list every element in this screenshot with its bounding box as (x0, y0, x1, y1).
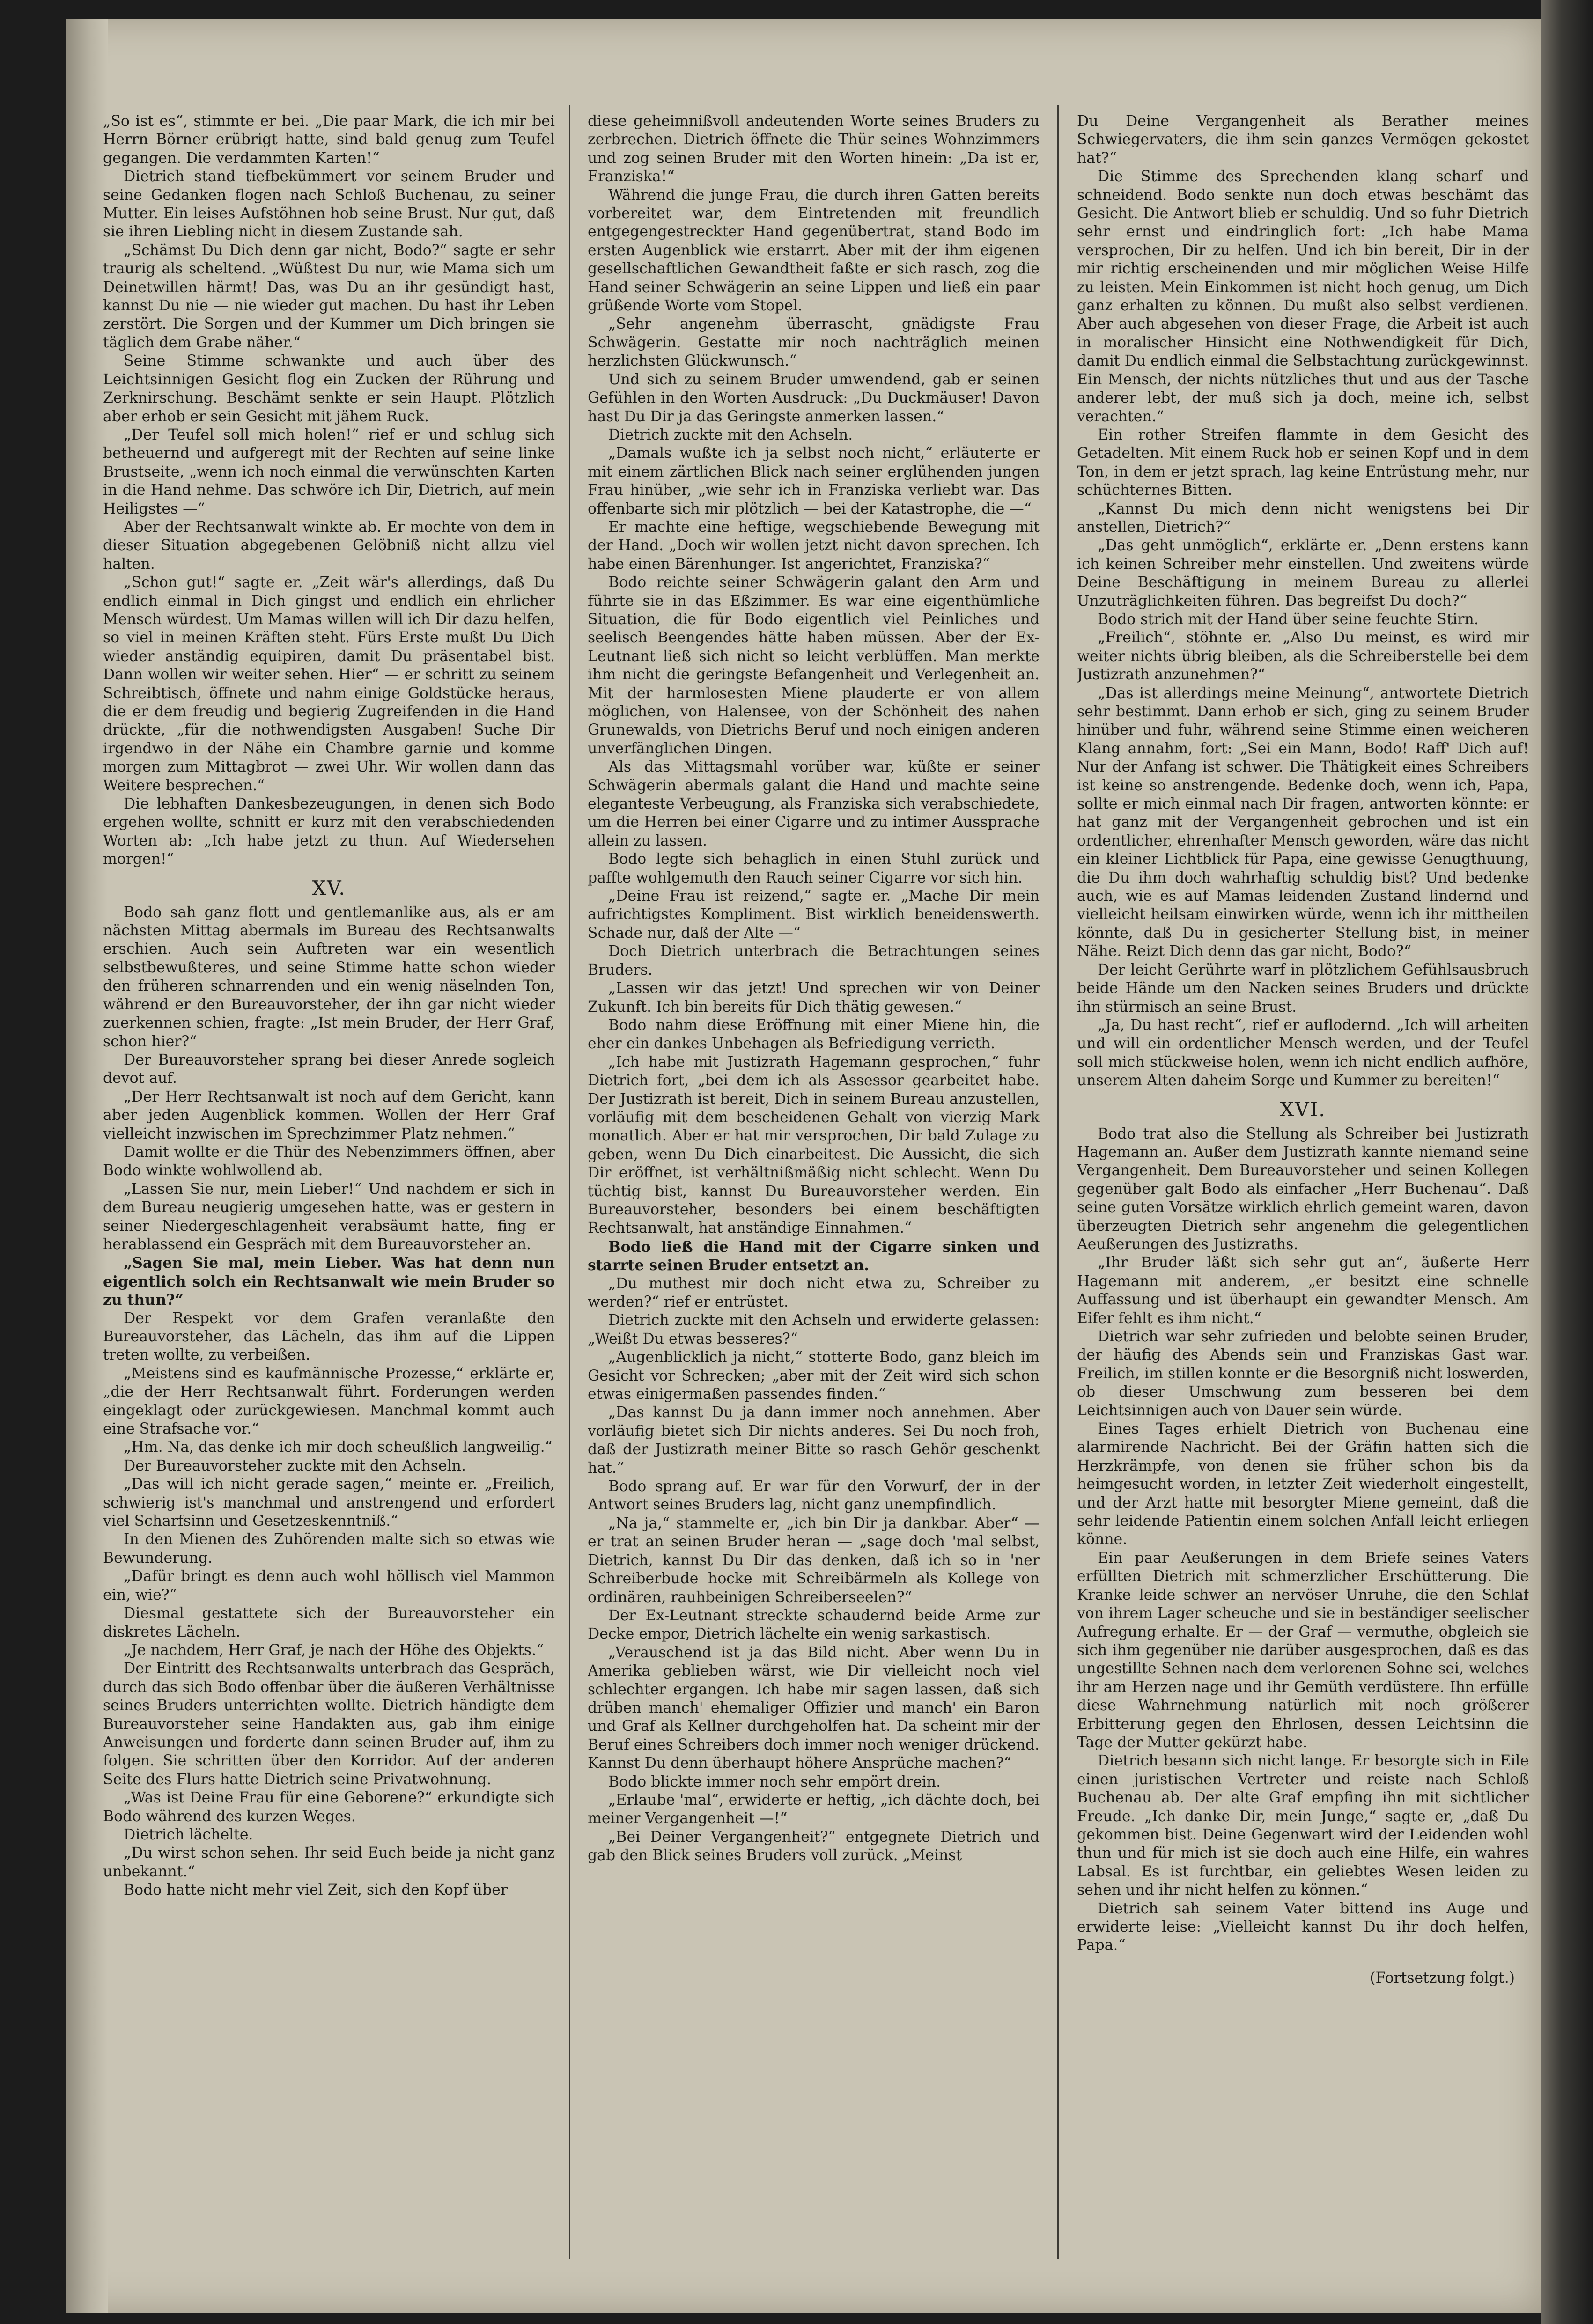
paragraph: „Das ist allerdings meine Meinung“, antwortete Dietrich sehr bestimmt. Dann erhob er sich, ging zu seinem Bruder hinüber und fuhr, während seine Stimme einen weicheren Klang annahm, fort: „Sei ein Mann, Bodo! Raff' Dich auf! Nur der Anfang ist schwer. Die Thätigkeit eines Schreibers ist keine so anstrengende. Bedenke doch, wenn ich, Papa, sollte er mich einmal nach Dir fragen, antworten könnte: er hat ganz mit der Vergangenheit gebrochen und ist ein ordentlicher, ehrenhafter Mensch geworden, wäre das nicht ein kleiner Lichtblick für Papa, eine gewisse Genugthuung, die Du ihm doch wahrhaftig schuldig bist? Und bedenke auch, wie es auf Mamas leidenden Zustand lindernd und vielleicht heilsam einwirken würde, wenn ich ihr mittheilen könnte, daß Du in gesicherter Stellung bist, in meiner Nähe. Reizt Dich denn das gar nicht, Bodo?“ (1077, 684, 1529, 960)
chapter-heading: XVI. (1280, 1097, 1326, 1121)
paragraph: „Sehr angenehm überrascht, gnädigste Frau Schwägerin. Gestatte mir noch nachträglich meinen herzlichsten Glückwunsch.“ (588, 316, 1040, 370)
paragraph: Er machte eine heftige, wegschiebende Bewegung mit der Hand. „Doch wir wollen jetzt nicht davon sprechen. Ich habe einen Bärenhunger. Ist angerichtet, Franziska?“ (588, 518, 1040, 573)
paragraph: „Meistens sind es kaufmännische Prozesse,“ erklärte er, „die der Herr Rechtsanwalt führt. Forderungen werden eingeklagt oder zurückgewiesen. Manchmal kommt auch eine Strafsache vor.“ (103, 1365, 555, 1438)
paragraph: Bodo legte sich behaglich in einen Stuhl zurück und paffte wohlgemuth den Rauch seiner Cigarre vor sich hin. (588, 851, 1040, 886)
paragraph: Seine Stimme schwankte und auch über des Leichtsinnigen Gesicht flog ein Zucken der Rührung und Zerknirschung. Beschämt senkte er sein Haupt. Plötzlich aber erhob er sein Gesicht mit jähem Ruck. (103, 353, 555, 425)
paragraph: „Ihr Bruder läßt sich sehr gut an“, äußerte Herr Hagemann mit anderem, „er besitzt eine schnelle Auffassung und ist überhaupt ein gewandter Mensch. Am Eifer fehlt es ihm nicht.“ (1077, 1254, 1529, 1327)
paragraph: Dietrich war sehr zufrieden und belobte seinen Bruder, der häufig des Abends sein und Franziskas Gast war. Freilich, im stillen konnte er die Besorgniß nicht loswerden, ob dieser Umschwung zum besseren bei dem Leichtsinnigen auch von Dauer sein würde. (1077, 1328, 1529, 1419)
chapter-heading: XV. (312, 876, 346, 899)
paragraph: Diesmal gestattete sich der Bureauvorsteher ein diskretes Lächeln. (103, 1605, 555, 1640)
column-rule-right (1057, 105, 1059, 2259)
paragraph: „So ist es“, stimmte er bei. „Die paar Mark, die ich mir bei Herrn Börner erübrigt hatte, sind bald genug zum Teufel gegangen. Die verdammten Karten!“ (103, 113, 555, 167)
paragraph: „Hm. Na, das denke ich mir doch scheußlich langweilig.“ (124, 1439, 553, 1456)
paragraph: Damit wollte er die Thür des Nebenzimmers öffnen, aber Bodo winkte wohlwollend ab. (103, 1143, 555, 1179)
paragraph: Ein rother Streifen flammte in dem Gesicht des Getadelten. Mit einem Ruck hob er seinen Kopf und in dem Ton, in dem er jetzt sprach, lag keine Entrüstung mehr, nur schüchternes Bitten. (1077, 426, 1529, 499)
paragraph: „Dafür bringt es denn auch wohl höllisch viel Mammon ein, wie?“ (103, 1568, 555, 1603)
paragraph: Während die junge Frau, die durch ihren Gatten bereits vorbereitet war, dem Eintretenden mit freundlich entgegengestreckter Hand gegenübertrat, stand Bodo im ersten Augenblick wie erstarrt. Aber mit der ihm eigenen gesellschaftlichen Gewandtheit faßte er sich rasch, zog die Hand seiner Schwägerin an seine Lippen und ließ ein paar grüßende Worte vom Stopel. (588, 186, 1040, 315)
column-middle (588, 112, 1040, 2247)
paragraph: Bodo sah ganz flott und gentlemanlike aus, als er am nächsten Mittag abermals im Bureau des Rechtsanwalts erschien. Auch sein Auftreten war ein wesentlich selbstbewußteres, und seine Stimme hatte schon wieder den früheren schnarrenden und ein wenig näselnden Ton, während er den Bureauvorsteher, der ihn gar nicht wieder zuerkennen schien, fragte: „Ist mein Bruder, der Herr Graf, schon hier?“ (103, 904, 555, 1050)
column-right (1077, 112, 1529, 2247)
paragraph: „Lassen wir das jetzt! Und sprechen wir von Deiner Zukunft. Ich bin bereits für Dich thätig gewesen.“ (588, 980, 1040, 1015)
paragraph: Dietrich zuckte mit den Achseln. (608, 426, 853, 443)
paragraph: „Ja, Du hast recht“, rief er auflodernd. „Ich will arbeiten und will ein ordentlicher Mensch werden, und der Teufel soll mich stückweise holen, wenn ich nicht endlich aufhöre, unserem Alten daheim Sorge und Kummer zu bereiten!“ (1077, 1016, 1529, 1089)
paragraph: „Verauschend ist ja das Bild nicht. Aber wenn Du in Amerika geblieben wärst, wie Dir vielleicht noch viel schlechter ergangen. Ich habe mir sagen lassen, daß sich drüben manch' ehemaliger Offizier und manch' ein Baron und Graf als Kellner durchgeholfen hat. Da scheint mir der Beruf eines Schreibers doch immer noch weniger drückend. Kannst Du denn überhaupt höhere Ansprüche machen?“ (588, 1644, 1040, 1772)
paragraph: „Augenblicklich ja nicht,“ stotterte Bodo, ganz bleich im Gesicht vor Schrecken; „aber mit der Zeit wird sich schon etwas einigermaßen passendes finden.“ (588, 1349, 1040, 1403)
paragraph: „Na ja,“ stammelte er, „ich bin Dir ja dankbar. Aber“ — er trat an seinen Bruder heran — „sage doch 'mal selbst, Dietrich, kannst Du Dir das denken, daß ich so in 'ner Schreiberbude hocke mit Schreibärmeln als Kollege von ordinären, rauhbeinigen Schreiberseelen?“ (588, 1515, 1040, 1606)
paragraph: „Du wirst schon sehen. Ihr seid Euch beide ja nicht ganz unbekannt.“ (103, 1845, 555, 1880)
paragraph: Dietrich lächelte. (124, 1826, 253, 1843)
paragraph: Bodo reichte seiner Schwägerin galant den Arm und führte sie in das Eßzimmer. Es war eine eigenthümliche Situation, die für Bodo eigentlich viel Peinliches und seelisch Beengendes hätte haben müssen. Aber der Ex-Leutnant ließ sich nicht so leicht verblüffen. Man merkte ihm nicht die geringste Befangenheit und Verlegenheit an. Mit der harmlosesten Miene plauderte er von allem möglichen, von Halensee, von der Schönheit des nahen Grunewalds, von Dietrichs Beruf und noch einigen anderen unverfänglichen Dingen. (588, 574, 1040, 757)
paragraph: „Das kannst Du ja dann immer noch annehmen. Aber vorläufig bietet sich Dir nichts anderes. Sei Du noch froh, daß der Justizrath meiner Bitte so rasch Gehör geschenkt hat.“ (588, 1404, 1040, 1477)
paragraph: Bodo nahm diese Eröffnung mit einer Miene hin, die eher ein dankes Unbehagen als Befriedigung verrieth. (588, 1016, 1040, 1052)
column-rule-left (569, 105, 570, 2259)
paragraph: „Je nachdem, Herr Graf, je nach der Höhe des Objekts.“ (124, 1641, 544, 1659)
paragraph: „Der Teufel soll mich holen!“ rief er und schlug sich betheuernd und aufgeregt mit der Rechten auf seine linke Brustseite, „wenn ich noch einmal die verwünschten Karten in die Hand nehme. Das schwöre ich Dir, Dietrich, auf mein Heiligstes —“ (103, 426, 555, 517)
paragraph: „Damals wußte ich ja selbst noch nicht,“ erläuterte er mit einem zärtlichen Blick nach seiner erglühenden jungen Frau hinüber, „wie sehr ich in Franziska verliebt war. Das offenbarte sich mir plötzlich — bei der Katastrophe, die —“ (588, 445, 1040, 517)
paragraph: Der leicht Gerührte warf in plötzlichem Gefühlsausbruch beide Hände um den Nacken seines Bruders und drückte ihn stürmisch an seine Brust. (1077, 961, 1529, 1015)
paragraph: Bodo strich mit der Hand über seine feuchte Stirn. (1098, 610, 1479, 628)
paragraph: „Der Herr Rechtsanwalt ist noch auf dem Gericht, kann aber jeden Augenblick kommen. Wollen der Herr Graf vielleicht inzwischen im Sprechzimmer Platz nehmen.“ (103, 1088, 555, 1142)
paragraph: „Lassen Sie nur, mein Lieber!“ Und nachdem er sich in dem Bureau neugierig umgesehen hatte, was er gestern in seiner Niedergeschlagenheit verabsäumt hatte, fing er herablassend ein Gespräch mit dem Bureauvorsteher an. (103, 1180, 555, 1253)
paragraph: Bodo hatte nicht mehr viel Zeit, sich den Kopf über (124, 1882, 508, 1899)
paragraph: Bodo trat also die Stellung als Schreiber bei Justizrath Hagemann an. Außer dem Justizrath kannte niemand seine Vergangenheit. Dem Bureauvorsteher und seinen Kollegen gegenüber galt Bodo als einfacher „Herr Buchenau“. Daß seine guten Vorsätze wirklich ehrlich gemeint waren, davon überzeugten Dietrich sehr angenehm die gelegentlichen Aeußerungen des Justizraths. (1077, 1125, 1529, 1253)
binding-gutter (66, 19, 108, 2313)
paragraph: Der Ex-Leutnant streckte schaudernd beide Arme zur Decke empor, Dietrich lächelte ein wenig sarkastisch. (588, 1607, 1040, 1643)
paragraph: „Was ist Deine Frau für eine Geborene?“ erkundigte sich Bodo während des kurzen Weges. (103, 1789, 555, 1825)
paragraph: Bodo ließ die Hand mit der Cigarre sinken und starrte seinen Bruder entsetzt an. (588, 1238, 1040, 1274)
paragraph: diese geheimnißvoll andeutenden Worte seines Bruders zu zerbrechen. Dietrich öffnete die Thür seines Wohnzimmers und zog seinen Bruder mit den Worten hinein: „Da ist er, Franziska!“ (588, 113, 1040, 185)
paragraph: „Schon gut!“ sagte er. „Zeit wär's allerdings, daß Du endlich einmal in Dich gingst und endlich ein ehrlicher Mensch würdest. Um Mamas willen will ich Dir dazu helfen, so viel in meinen Kräften steht. Fürs Erste mußt Du Dich wieder anständig equipiren, damit Du präsentabel bist. Dann wollen wir weiter sehen. Hier“ — er schritt zu seinem Schreibtisch, öffnete und nahm einige Goldstücke heraus, die er dem freudig und begierig Zugreifenden in die Hand drückte, „für die nothwendigsten Ausgaben! Suche Dir irgendwo in der Nähe ein Chambre garnie und komme morgen zum Mittagbrot — zwei Uhr. Wir wollen dann das Weitere besprechen.“ (103, 574, 555, 794)
paragraph: Dietrich stand tiefbekümmert vor seinem Bruder und seine Gedanken flogen nach Schloß Buchenau, zu seiner Mutter. Ein leises Aufstöhnen hob seine Brust. Nur gut, daß sie ihren Liebling nicht in diesem Zustande sah. (103, 168, 555, 241)
paragraph: Der Bureauvorsteher sprang bei dieser Anrede sogleich devot auf. (103, 1051, 555, 1087)
paragraph: „Schämst Du Dich denn gar nicht, Bodo?“ sagte er sehr traurig als scheltend. „Wüßtest Du nur, wie Mama sich um Deinetwillen härmt! Das, was Du an ihr gesündigt hast, kannst Du nie — nie wieder gut machen. Du hast ihr Leben zerstört. Die Sorgen und der Kummer um Dich bringen sie täglich dem Grabe näher.“ (103, 242, 555, 351)
paragraph: „Freilich“, stöhnte er. „Also Du meinst, es wird mir weiter nichts übrig bleiben, als die Schreiberstelle bei dem Justizrath anzunehmen?“ (1077, 629, 1529, 684)
paragraph: Bodo sprang auf. Er war für den Vorwurf, der in der Antwort seines Bruders lag, nicht ganz unempfindlich. (588, 1478, 1040, 1514)
paragraph: Aber der Rechtsanwalt winkte ab. Er mochte von dem in dieser Situation abgegebenen Gelöbniß nicht allzu viel halten. (103, 518, 555, 573)
paragraph: Der Eintritt des Rechtsanwalts unterbrach das Gespräch, durch das sich Bodo offenbar über die äußeren Verhältnisse seines Bruders unterrichten wollte. Dietrich händigte dem Bureauvorsteher seine Handakten aus, gab ihm einige Anweisungen und forderte dann seinen Bruder auf, ihm zu folgen. Sie schritten über den Korridor. Auf der anderen Seite des Flurs hatte Dietrich seine Privatwohnung. (103, 1660, 555, 1788)
paragraph: Der Bureauvorsteher zuckte mit den Achseln. (124, 1457, 466, 1474)
page-edge-shadow (1541, 0, 1593, 2324)
paragraph: Dietrich zuckte mit den Achseln und erwiderte gelassen: „Weißt Du etwas besseres?“ (588, 1312, 1040, 1347)
paragraph: Der Respekt vor dem Grafen veranlaßte den Bureauvorsteher, das Lächeln, das ihm auf die Lippen treten wollte, zu verbeißen. (103, 1309, 555, 1364)
paragraph: „Sagen Sie mal, mein Lieber. Was hat denn nun eigentlich solch ein Rechtsanwalt wie mein Bruder so zu thun?“ (103, 1254, 555, 1309)
paragraph: „Kannst Du mich denn nicht wenigstens bei Dir anstellen, Dietrich?“ (1077, 500, 1529, 536)
paragraph: „Das will ich nicht gerade sagen,“ meinte er. „Freilich, schwierig ist's manchmal und anstrengend und erfordert viel Scharfsinn und Gesetzeskenntniß.“ (103, 1476, 555, 1530)
paragraph: „Bei Deiner Vergangenheit?“ entgegnete Dietrich und gab den Blick seines Bruders voll zurück. „Meinst (588, 1828, 1040, 1864)
paragraph: Eines Tages erhielt Dietrich von Buchenau eine alarmirende Nachricht. Bei der Gräfin hatten sich die Herzkrämpfe, von denen sie früher schon bis da heimgesucht worden, in letzter Zeit wiederholt eingestellt, und der Arzt hatte mit besorgter Miene gemeint, daß die sehr leidende Patientin einem solchen Anfall leicht erliegen könne. (1077, 1420, 1529, 1548)
paragraph: „Du muthest mir doch nicht etwa zu, Schreiber zu werden?“ rief er entrüstet. (588, 1275, 1040, 1310)
column-left (103, 112, 555, 2247)
paragraph: Doch Dietrich unterbrach die Betrachtungen seines Bruders. (588, 943, 1040, 978)
paragraph: „Erlaube 'mal“, erwiderte er heftig, „ich dächte doch, bei meiner Vergangenheit —!“ (588, 1791, 1040, 1827)
paragraph: Die Stimme des Sprechenden klang scharf und schneidend. Bodo senkte nun doch etwas beschämt das Gesicht. Die Antwort blieb er schuldig. Und so fuhr Dietrich sehr ernst und eindringlich fort: „Ich habe Mama versprochen, Dir zu helfen. Und ich bin bereit, Dir in der mir richtig erscheinenden und mir möglichen Weise Hilfe zu leisten. Mein Einkommen ist nicht hoch genug, um Dich ganz erhalten zu können. Du mußt also selbst verdienen. Aber auch abgesehen von dieser Frage, die Arbeit ist auch in moralischer Hinsicht eine Nothwendigkeit für Dich, damit Du endlich einmal die Selbstachtung zurückgewinnst. Ein Mensch, der nichts nützliches thut und aus der Tasche anderer lebt, der muß sich ja doch, meine ich, selbst verachten.“ (1077, 168, 1529, 425)
paragraph: „Deine Frau ist reizend,“ sagte er. „Mache Dir mein aufrichtigstes Kompliment. Bist wirklich beneidenswerth. Schade nur, daß der Alte —“ (588, 888, 1040, 941)
paragraph: Bodo blickte immer noch sehr empört drein. (608, 1773, 941, 1790)
paragraph: „Ich habe mit Justizrath Hagemann gesprochen,“ fuhr Dietrich fort, „bei dem ich als Assessor gearbeitet habe. Der Justizrath ist bereit, Dich in seinem Bureau anzustellen, vorläufig mit dem bescheidenen Gehalt von vierzig Mark monatlich. Aber er hat mir versprochen, Dir bald Zulage zu geben, wenn Du Dich einarbeitest. Die Aussicht, die sich Dir eröffnet, ist verhältnißmäßig nicht schlecht. Wenn Du tüchtig bist, kannst Du Bureauvorsteher werden. Ein Bureauvorsteher, besonders bei einem beschäftigten Rechtsanwalt, hat anständige Einnahmen.“ (588, 1053, 1040, 1237)
paragraph: In den Mienen des Zuhörenden malte sich so etwas wie Bewunderung. (103, 1531, 555, 1566)
paragraph: Dietrich besann sich nicht lange. Er besorgte sich in Eile einen juristischen Vertreter und reiste nach Schloß Buchenau ab. Der alte Graf empfing ihn mit sichtlicher Freude. „Ich danke Dir, mein Junge,“ sagte er, „daß Du gekommen bist. Deine Gegenwart wird der Leidenden wohl thun und für mich ist sie doch auch eine Hilfe, ein wahres Labsal. Es ist furchtbar, ein geliebtes Wesen leiden zu sehen und ihr nicht helfen zu können.“ (1077, 1752, 1529, 1899)
continuation-note: (Fortsetzung folgt.) (1370, 1969, 1515, 1986)
paragraph: Ein paar Aeußerungen in dem Briefe seines Vaters erfüllten Dietrich mit schmerzlicher Erschütterung. Die Kranke leide schwer an nervöser Unruhe, die den Schlaf von ihrem Lager scheuche und sie in beständiger seelischer Aufregung erhalte. Er — der Graf — vermuthe, obgleich sie sich ihm gegenüber nie darüber ausgesprochen, daß es das ungestillte Sehnen nach dem verlorenen Sohne sei, welches ihr am Herzen nage und ihr Gemüth verdüstere. Ihn erfülle diese Wahrnehmung natürlich mit noch größerer Erbitterung gegen den Ehrlosen, dessen Leichtsinn die Tage der Mutter gekürzt habe. (1077, 1549, 1529, 1751)
paragraph: Als das Mittagsmahl vorüber war, küßte er seiner Schwägerin abermals galant die Hand und machte seine eleganteste Verbeugung, als Franziska sich verabschiedete, um die Herren bei einer Cigarre und zu intimer Aussprache allein zu lassen. (588, 758, 1040, 849)
paragraph: Die lebhaften Dankesbezeugungen, in denen sich Bodo ergehen wollte, schnitt er kurz mit den verabschiedenden Worten ab: „Ich habe jetzt zu thun. Auf Wiedersehen morgen!“ (103, 795, 555, 868)
paragraph: Und sich zu seinem Bruder umwendend, gab er seinen Gefühlen in den Worten Ausdruck: „Du Duckmäuser! Davon hast Du Dir ja das Geringste anmerken lassen.“ (588, 371, 1040, 425)
paragraph: Du Deine Vergangenheit als Berather meines Schwiegervaters, die ihm sein ganzes Vermögen gekostet hat?“ (1077, 113, 1529, 167)
paragraph: „Das geht unmöglich“, erklärte er. „Denn erstens kann ich keinen Schreiber mehr einstellen. Und zweitens würde Deine Beschäftigung in meinem Bureau zu allerlei Unzuträglichkeiten führen. Das begreifst Du doch?“ (1077, 537, 1529, 610)
paragraph: Dietrich sah seinem Vater bittend ins Auge und erwiderte leise: „Vielleicht kannst Du ihr doch helfen, Papa.“ (1077, 1900, 1529, 1954)
